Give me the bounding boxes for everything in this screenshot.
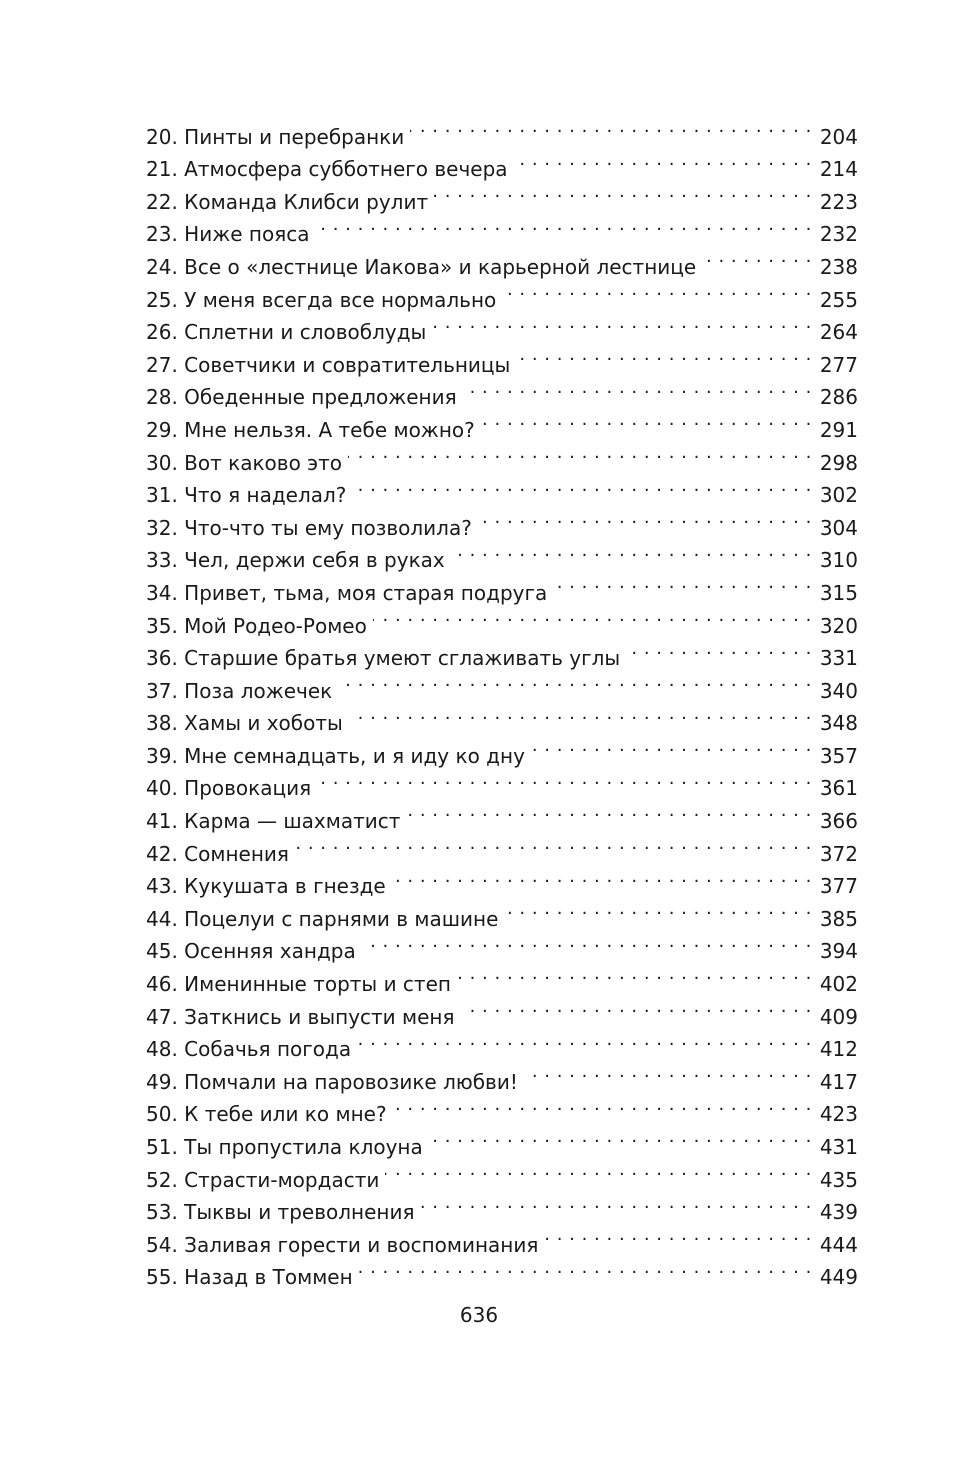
entry-page: 366 — [819, 809, 858, 834]
entry-title: 24. Все о «лестнице Иакова» и карьерной лестнице — [146, 254, 697, 279]
entry-page: 315 — [819, 580, 858, 605]
entry-title: 45. Осенняя хандра — [146, 939, 356, 964]
entry-title: 35. Мой Родео-Ромео — [146, 613, 367, 638]
entry-page: 394 — [819, 939, 858, 964]
entry-title: 36. Старшие братья умеют сглаживать углы — [146, 646, 621, 671]
entry-title: 22. Команда Клибси рулит — [146, 189, 429, 214]
dot-leader — [544, 1219, 811, 1252]
page-number: 636 — [459, 1303, 499, 1327]
entry-title: 30. Вот каково это — [146, 450, 343, 475]
dot-leader — [406, 795, 811, 828]
entry-title: 51. Ты пропустила клоуна — [146, 1135, 423, 1159]
entry-title: 47. Заткнись и выпусти меня — [146, 1004, 455, 1029]
dot-leader — [463, 372, 812, 405]
entry-page: 340 — [819, 678, 858, 703]
entry-page: 238 — [819, 254, 858, 279]
dot-leader — [392, 861, 812, 894]
entry-page: 444 — [819, 1232, 858, 1257]
dot-leader — [359, 1252, 812, 1285]
entry-title: 54. Заливая горести и воспоминания — [146, 1232, 539, 1257]
entry-page: 361 — [819, 776, 858, 801]
entry-page: 348 — [819, 711, 858, 736]
entry-title: 28. Обеденные предложения — [146, 385, 457, 410]
dot-leader — [352, 470, 811, 503]
entry-page: 372 — [819, 841, 858, 866]
dot-leader — [502, 274, 812, 307]
entry-page: 377 — [819, 874, 858, 899]
dot-leader — [702, 241, 812, 274]
entry-title: 25. У меня всегда все нормально — [146, 287, 497, 312]
dot-leader — [432, 307, 811, 340]
entry-title: 46. Именинные торты и степ — [146, 972, 451, 997]
toc-entry — [146, 111, 858, 149]
entry-title: 27. Советчики и совратительницы — [146, 352, 511, 377]
dot-leader — [348, 437, 812, 470]
dot-leader — [504, 893, 811, 926]
entry-page: 409 — [819, 1004, 858, 1029]
dot-leader — [421, 1187, 812, 1220]
entry-title: 26. Сплетни и словоблуды — [146, 320, 427, 345]
entry-title: 33. Чел, держи себя в руках — [146, 548, 445, 573]
entry-page: 439 — [819, 1200, 858, 1225]
dot-leader — [531, 730, 812, 763]
entry-page: 417 — [819, 1069, 858, 1094]
dot-leader — [429, 1121, 812, 1154]
table-of-contents — [146, 111, 858, 1290]
entry-page: 435 — [819, 1167, 858, 1192]
entry-page: 264 — [819, 320, 858, 345]
entry-title: 40. Провокация — [146, 776, 312, 801]
dot-leader — [524, 1056, 812, 1089]
entry-page: 204 — [819, 124, 858, 149]
entry-title: 50. К тебе или ко мне? — [146, 1102, 387, 1127]
entry-page: 214 — [819, 157, 858, 182]
entry-page: 310 — [819, 548, 858, 573]
dot-leader — [516, 339, 811, 372]
entry-page: 223 — [819, 189, 858, 214]
entry-title: 29. Мне нельзя. А тебе можно? — [146, 417, 475, 442]
dot-leader — [481, 404, 812, 437]
dot-leader — [478, 502, 812, 535]
dot-leader — [461, 991, 812, 1024]
dot-leader — [373, 600, 812, 633]
dot-leader — [451, 535, 812, 568]
entry-title: 39. Мне семнадцать, и я иду ко дну — [146, 743, 525, 768]
entry-title: 23. Ниже пояса — [146, 222, 310, 247]
dot-leader — [553, 567, 812, 600]
entry-title: 42. Сомнения — [146, 841, 289, 866]
dot-leader — [349, 698, 812, 731]
entry-page: 232 — [819, 222, 858, 247]
dot-leader — [317, 763, 812, 796]
dot-leader — [362, 926, 812, 959]
entry-page: 412 — [819, 1037, 858, 1062]
entry-title: 52. Страсти-мордасти — [146, 1167, 380, 1192]
entry-page: 291 — [819, 417, 858, 442]
entry-title: 34. Привет, тьма, моя старая подруга — [146, 580, 548, 605]
entry-title: 44. Поцелуи с парнями в машине — [146, 906, 499, 931]
entry-page: 277 — [819, 352, 858, 377]
entry-page: 298 — [819, 450, 858, 475]
entry-page: 320 — [819, 613, 858, 638]
entry-title: 53. Тыквы и треволнения — [146, 1200, 415, 1225]
entry-page: 331 — [819, 646, 858, 671]
dot-leader — [315, 209, 811, 242]
entry-page: 449 — [819, 1265, 858, 1290]
dot-leader — [295, 828, 812, 861]
entry-page: 255 — [819, 287, 858, 312]
entry-title: 43. Кукушата в гнезде — [146, 874, 386, 899]
entry-title: 49. Помчали на паровозике любви! — [146, 1069, 518, 1094]
dot-leader — [514, 144, 812, 177]
entry-page: 402 — [819, 972, 858, 997]
entry-title: 55. Назад в Томмен — [146, 1265, 353, 1290]
dot-leader — [393, 1089, 812, 1122]
dot-leader — [357, 1024, 812, 1057]
dot-leader — [338, 665, 812, 698]
dot-leader — [385, 1154, 811, 1187]
entry-page: 302 — [819, 483, 858, 508]
dot-leader — [410, 111, 812, 144]
entry-title: 32. Что-что ты ему позволила? — [146, 515, 472, 540]
entry-page: 423 — [819, 1102, 858, 1127]
entry-page: 304 — [819, 515, 858, 540]
entry-title: 31. Что я наделал? — [146, 483, 347, 508]
entry-title: 48. Собачья погода — [146, 1037, 352, 1062]
entry-title: 20. Пинты и перебранки — [146, 124, 405, 149]
entry-page: 431 — [819, 1135, 858, 1159]
entry-title: 37. Поза ложечек — [146, 678, 333, 703]
dot-leader — [626, 633, 812, 666]
entry-page: 385 — [819, 906, 858, 931]
entry-title: 41. Карма — шахматист — [146, 809, 401, 834]
entry-page: 357 — [819, 743, 858, 768]
dot-leader — [434, 176, 812, 209]
entry-title: 21. Атмосфера субботнего вечера — [146, 157, 508, 182]
entry-page: 286 — [819, 385, 858, 410]
dot-leader — [457, 958, 812, 991]
entry-title: 38. Хамы и хоботы — [146, 711, 343, 736]
